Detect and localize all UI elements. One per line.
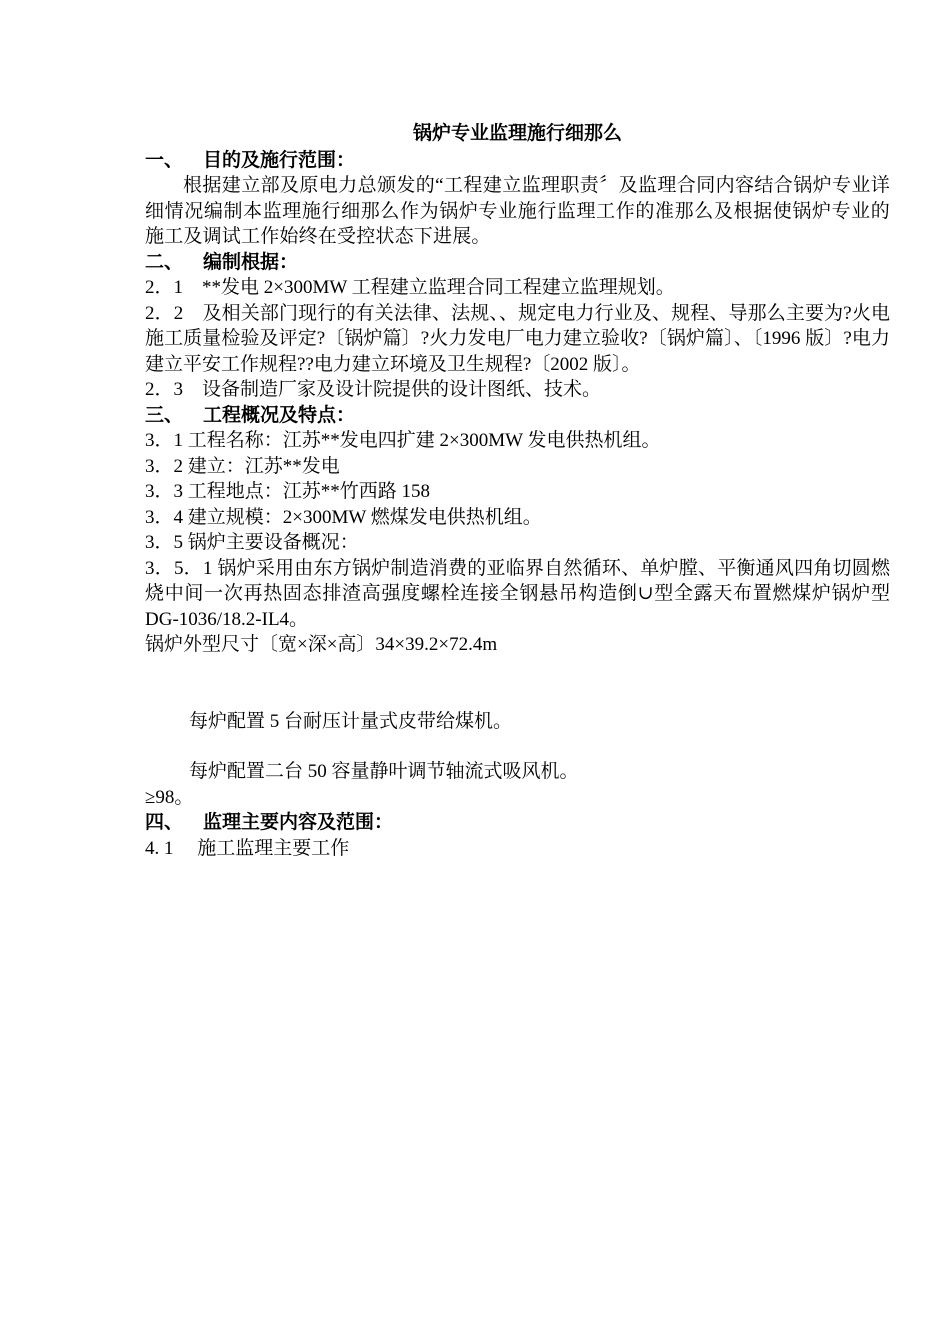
document-title: 锅炉专业监理施行细那么 [412,123,622,144]
list-item: 2．3 设备制造厂家及设计院提供的设计图纸、技术。 [145,379,602,400]
note-line: 每炉配置 5 台耐压计量式皮带给煤机。 [189,710,513,732]
list-item: 2．1 **发电 2×300MW 工程建立监理合同工程建立监理规划。 [145,277,675,298]
section-title: 编制根据： [203,251,299,273]
list-item: 3．1 工程名称：江苏**发电四扩建 2×300MW 发电供热机组。 [145,430,661,451]
blank-space [145,734,890,759]
section-title: 工程概况及特点： [203,404,356,426]
list-item: 3．4 建立规模：2×300MW 燃煤发电供热机组。 [145,506,542,528]
list-item: 4. 1 施工监理主要工作 [145,837,350,859]
list-item: 3．2 建立：江苏**发电 [145,455,340,477]
section-number: 二、 [145,251,184,273]
section-heading-3 [145,403,890,429]
list-item: 3．5 锅炉主要设备概况： [145,532,359,553]
list-item: 3．5．1 锅炉采用由东方锅炉制造消费的亚临界自然循环、单炉膛、平衡通风四角切圆燃烧中间一次再热固态排渣高强度螺栓连接全钢悬吊构造倒∪型全露天布置燃煤炉锅炉型 DG-1036/18.2-IL4。 [145,557,890,630]
section-heading-1 [145,148,890,174]
list-item: 3．3 工程地点：江苏**竹西路 158 [145,481,431,502]
section-heading-4 [145,810,890,836]
section-1-paragraph: 根据建立部及原电力总颁发的“工程建立监理职责〞及监理合同内容结合锅炉专业详细情况编制本监理施行细那么作为锅炉专业施行监理工作的准那么及根据使锅炉专业的施工及调试工作始终在受控状态下进展。 [145,175,890,247]
section-number: 一、 [145,149,184,171]
blank-space [145,658,890,709]
list-item: 锅炉外型尺寸〔宽×深×高〕34×39.2×72.4m [145,634,498,655]
section-title: 监理主要内容及范围： [203,812,394,833]
document-body [145,121,890,861]
note-line: 每炉配置二台 50 容量静叶调节轴流式吸风机。 [189,761,579,782]
section-number: 三、 [145,404,184,426]
section-title: 目的及施行范围： [203,149,356,171]
note-line: ≥98。 [145,786,194,808]
section-number: 四、 [145,812,184,833]
list-item: 2．2 及相关部门现行的有关法律、法规、、规定电力行业及、规程、导那么主要为?火电施工质量检验及评定?〔锅炉篇〕?火力发电厂电力建立验收?〔锅炉篇〕、〔1996 版〕?电力建立平安工作规程??电力建立环境及卫生规程?〔2002 版〕。 [145,302,890,375]
section-heading-2 [145,250,890,276]
